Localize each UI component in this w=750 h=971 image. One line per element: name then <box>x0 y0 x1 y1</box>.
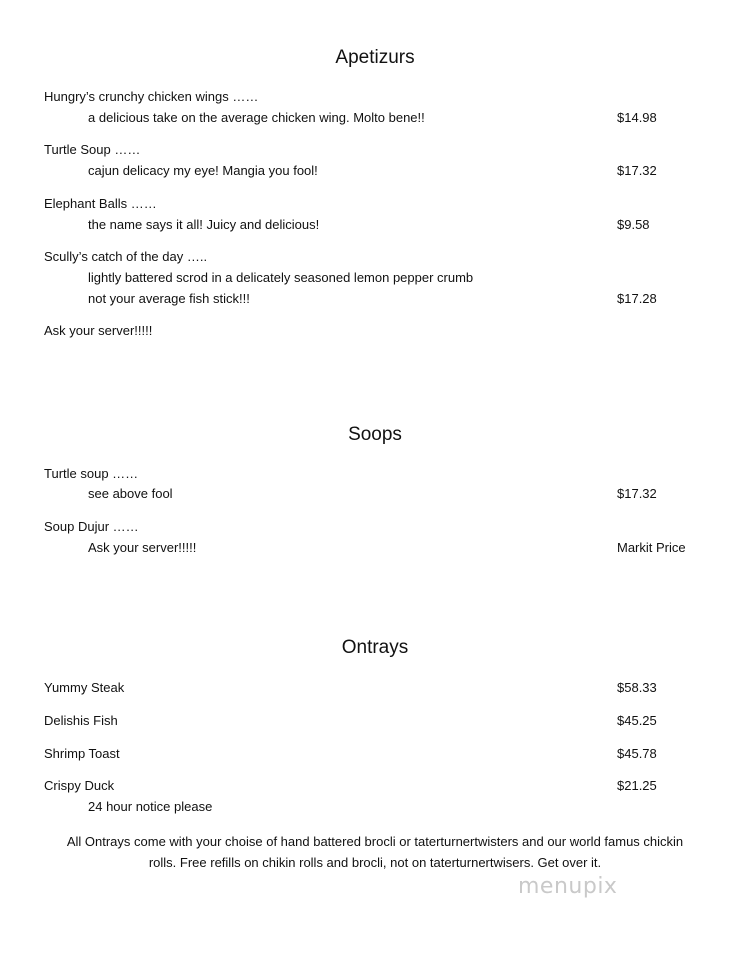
apetizurs-heading: Apetizurs <box>335 47 415 68</box>
ontrays-footer-note <box>40 831 710 873</box>
crispy-duck-price: $21.25 <box>617 778 657 793</box>
yummy-steak-price: $58.33 <box>617 680 657 695</box>
turtle-soup-name: Turtle soup …… <box>44 466 139 481</box>
soup-dujur-name: Soup Dujur …… <box>44 519 139 534</box>
crispy-duck-description: 24 hour notice please <box>88 799 213 814</box>
turtle-soup-appetizer-name: Turtle Soup …… <box>44 142 141 157</box>
delishis-fish-price: $45.25 <box>617 713 657 728</box>
ask-server-note: Ask your server!!!!! <box>44 323 153 338</box>
footer-line-2: rolls. Free refills on chikin rolls and brocli, not on taterturnertwisers. Get over it. <box>148 855 602 870</box>
turtle-soup-appetizer-price: $17.32 <box>617 163 657 178</box>
catch-of-day-description-2: not your average fish stick!!! <box>88 291 250 306</box>
catch-of-day-description-1: lightly battered scrod in a delicately seasoned lemon pepper crumb <box>88 270 474 285</box>
elephant-balls-price: $9.58 <box>617 217 650 232</box>
delishis-fish-name: Delishis Fish <box>44 713 118 728</box>
footer-line-1: All Ontrays come with your choise of hand battered brocli or taterturnertwisters and our world famus chickin <box>66 834 684 849</box>
wings-name: Hungry’s crunchy chicken wings …… <box>44 89 259 104</box>
turtle-soup-appetizer-description: cajun delicacy my eye! Mangia you fool! <box>88 163 318 178</box>
catch-of-day-name: Scully’s catch of the day ….. <box>44 249 208 264</box>
soup-dujur-description: Ask your server!!!!! <box>88 540 197 555</box>
wings-price: $14.98 <box>617 110 657 125</box>
yummy-steak-name: Yummy Steak <box>44 680 125 695</box>
turtle-soup-price: $17.32 <box>617 486 657 501</box>
catch-of-day-price: $17.28 <box>617 291 657 306</box>
elephant-balls-name: Elephant Balls …… <box>44 196 157 211</box>
crispy-duck-name: Crispy Duck <box>44 778 115 793</box>
soup-dujur-price: Markit Price <box>617 540 686 555</box>
ontrays-heading: Ontrays <box>341 637 409 658</box>
soops-heading: Soops <box>348 424 402 445</box>
turtle-soup-description: see above fool <box>88 486 173 501</box>
elephant-balls-description: the name says it all! Juicy and delicious! <box>88 217 320 232</box>
shrimp-toast-price: $45.78 <box>617 746 657 761</box>
shrimp-toast-name: Shrimp Toast <box>44 746 120 761</box>
wings-description: a delicious take on the average chicken wing. Molto bene!! <box>88 110 425 125</box>
menupix-watermark: menupix <box>518 874 618 899</box>
